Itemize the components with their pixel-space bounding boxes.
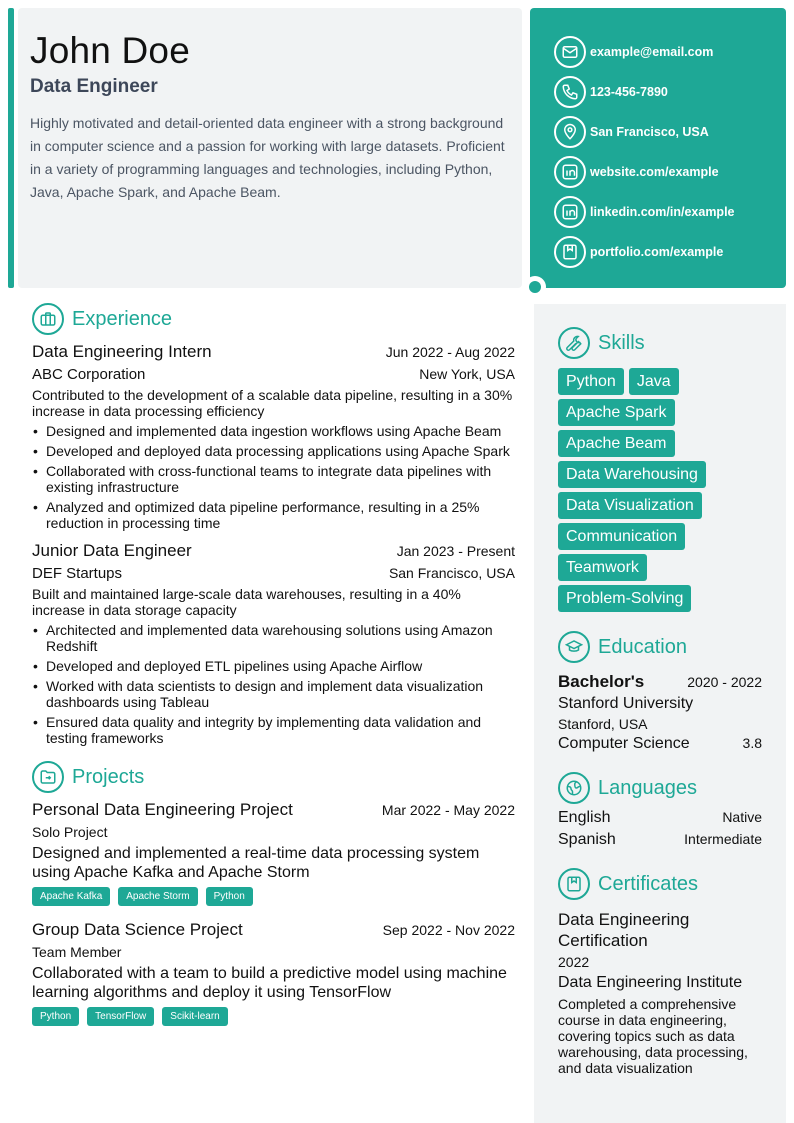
linkedin-icon — [554, 196, 586, 228]
experience-item — [32, 541, 515, 746]
project-tag: Python — [206, 887, 253, 906]
education-header — [558, 630, 762, 664]
bullet-item: • Developed and deployed ETL pipelines using Apache Airflow — [32, 658, 515, 674]
experience-item — [32, 342, 515, 531]
project-tag: TensorFlow — [87, 1007, 154, 1026]
skill-chip: Apache Spark — [558, 399, 675, 426]
bullet-item: • Designed and implemented data ingestion workflows using Apache Beam — [32, 423, 515, 439]
languages-section — [558, 771, 762, 849]
skills-header — [558, 326, 762, 360]
language-name: English — [558, 809, 611, 826]
skill-chip: Problem-Solving — [558, 585, 691, 612]
bullet-item: • Architected and implemented data warehousing solutions using Amazon Redshift — [32, 622, 515, 654]
accent-bar — [8, 8, 14, 288]
contact-portfolio[interactable] — [554, 232, 786, 272]
job-location: San Francisco, USA — [388, 565, 515, 581]
project-tag: Python — [32, 1007, 79, 1026]
bullet-item: • Developed and deployed data processing applications using Apache Spark — [32, 443, 515, 459]
website-text: website.com/example — [590, 165, 719, 179]
skill-chip: Teamwork — [558, 554, 647, 581]
job-description: Contributed to the development of a scalable data pipeline, resulting in a 30% increase in data processing efficiency — [32, 387, 513, 419]
job-company: DEF Startups — [32, 565, 123, 582]
skill-chip: Communication — [558, 523, 685, 550]
project-tag: Apache Storm — [118, 887, 197, 906]
language-name: Spanish — [558, 831, 616, 848]
certificate-item — [558, 909, 762, 1076]
education-degree: Bachelor's — [558, 672, 645, 691]
candidate-name: John Doe — [30, 30, 190, 71]
globe-icon — [558, 772, 590, 804]
language-level: Native — [722, 809, 762, 825]
contact-website[interactable] — [554, 152, 786, 192]
project-tags — [32, 1007, 515, 1026]
candidate-title: Data Engineer — [30, 76, 158, 97]
contact-phone[interactable] — [554, 72, 786, 112]
education-years: 2020 - 2022 — [687, 674, 762, 690]
linkedin-text: linkedin.com/in/example — [590, 205, 735, 219]
main-column — [32, 302, 515, 1026]
job-company: ABC Corporation — [32, 366, 146, 383]
bullet-item: • Collaborated with cross-functional teams to integrate data pipelines with existing infrastructure — [32, 463, 515, 495]
mail-icon — [554, 36, 586, 68]
skill-chip: Apache Beam — [558, 430, 675, 457]
job-date: Jan 2023 - Present — [396, 543, 515, 559]
contact-panel — [530, 8, 786, 288]
job-location: New York, USA — [419, 366, 515, 382]
header-panel — [18, 8, 522, 288]
job-title: Data Engineering Intern — [32, 342, 212, 361]
projects-header — [32, 760, 515, 794]
languages-title: Languages — [598, 776, 697, 799]
project-title: Personal Data Engineering Project — [32, 800, 293, 819]
skills-list — [558, 368, 762, 612]
projects-title: Projects — [72, 765, 145, 788]
job-bullets — [32, 423, 515, 531]
project-description: Designed and implemented a real-time data processing system using Apache Kafka and Apache Storm — [32, 845, 480, 881]
bullet-item: • Analyzed and optimized data pipeline performance, resulting in a 25% reduction in processing time — [32, 499, 515, 531]
experience-title: Experience — [72, 307, 173, 330]
wrench-icon — [558, 327, 590, 359]
education-location: Stanford, USA — [558, 716, 648, 732]
experience-section — [32, 302, 515, 746]
education-gpa: 3.8 — [742, 735, 762, 751]
map-pin-icon — [554, 116, 586, 148]
education-item — [558, 672, 762, 753]
location-text: San Francisco, USA — [590, 125, 709, 139]
certificate-icon — [558, 868, 590, 900]
certificate-name: Data Engineering Certification — [558, 910, 690, 950]
languages-list — [558, 809, 762, 849]
contact-location — [554, 112, 786, 152]
project-date: Sep 2022 - Nov 2022 — [382, 922, 515, 938]
project-role: Solo Project — [32, 824, 108, 840]
job-bullets — [32, 622, 515, 746]
language-item — [558, 809, 762, 827]
portfolio-icon — [554, 236, 586, 268]
certificates-header — [558, 867, 762, 901]
project-role: Team Member — [32, 944, 122, 960]
education-school: Stanford University — [558, 695, 694, 712]
contact-email[interactable] — [554, 32, 786, 72]
skills-title: Skills — [598, 331, 645, 354]
job-description: Built and maintained large-scale data warehouses, resulting in a 40% increase in data storage capacity — [32, 586, 461, 618]
job-date: Jun 2022 - Aug 2022 — [385, 344, 515, 360]
project-item — [32, 920, 515, 1026]
certificate-issuer: Data Engineering Institute — [558, 974, 743, 991]
certificate-year: 2022 — [558, 954, 590, 970]
summary-text: Highly motivated and detail-oriented data engineer with a strong background in computer science and a passion for working with large datasets. Proficient in a variety of programming languages and technologies, including Python, Java, Apache Spark, and Apache Beam. — [30, 115, 505, 200]
project-item — [32, 800, 515, 906]
projects-section — [32, 760, 515, 1026]
language-level: Intermediate — [684, 831, 762, 847]
skill-chip: Data Visualization — [558, 492, 702, 519]
project-description: Collaborated with a team to build a predictive model using machine learning algorithms and deploy it using TensorFlow — [32, 965, 507, 1001]
job-title: Junior Data Engineer — [32, 541, 192, 560]
education-section — [558, 630, 762, 753]
email-text: example@email.com — [590, 45, 714, 59]
phone-text: 123-456-7890 — [590, 85, 668, 99]
education-field: Computer Science — [558, 735, 690, 752]
contact-linkedin[interactable] — [554, 192, 786, 232]
skill-chip: Python — [558, 368, 624, 395]
project-tag: Apache Kafka — [32, 887, 110, 906]
certificates-section — [558, 867, 762, 1076]
portfolio-text: portfolio.com/example — [590, 245, 724, 259]
project-title: Group Data Science Project — [32, 920, 243, 939]
education-title: Education — [598, 635, 687, 658]
linkedin-icon — [554, 156, 586, 188]
project-tags — [32, 887, 515, 906]
skill-chip: Java — [629, 368, 679, 395]
project-date: Mar 2022 - May 2022 — [381, 802, 515, 818]
graduation-cap-icon — [558, 631, 590, 663]
certificate-description: Completed a comprehensive course in data engineering, covering topics such as data warehousing, data processing, and data visualization — [558, 996, 748, 1076]
language-item — [558, 831, 762, 849]
experience-header — [32, 302, 515, 336]
folder-icon — [32, 761, 64, 793]
skills-section — [558, 326, 762, 612]
bullet-item: • Worked with data scientists to design and implement data visualization dashboards using Tableau — [32, 678, 515, 710]
phone-icon — [554, 76, 586, 108]
skill-chip: Data Warehousing — [558, 461, 706, 488]
certificates-title: Certificates — [598, 872, 699, 895]
languages-header — [558, 771, 762, 805]
sidebar-column — [534, 304, 786, 1123]
project-tag: Scikit-learn — [162, 1007, 227, 1026]
briefcase-icon — [32, 303, 64, 335]
timeline-dot — [529, 281, 541, 293]
bullet-item: • Ensured data quality and integrity by implementing data validation and testing frameworks — [32, 714, 515, 746]
